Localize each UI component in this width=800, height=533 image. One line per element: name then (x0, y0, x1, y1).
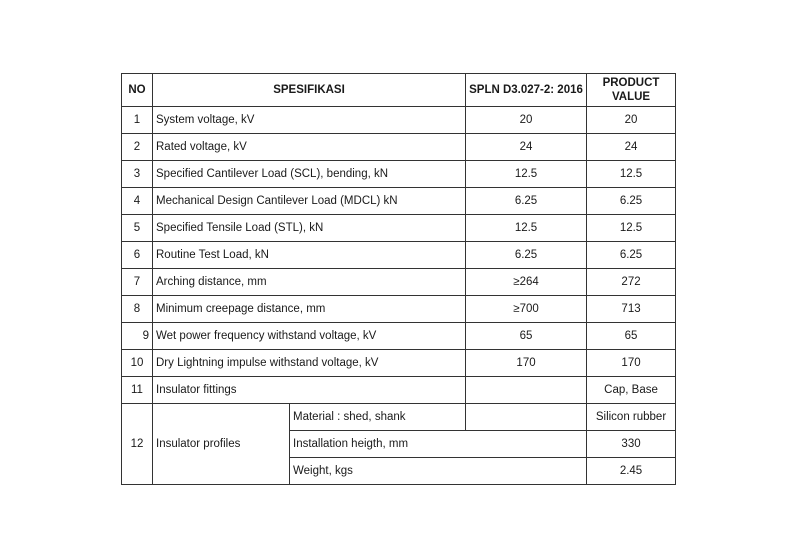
row-12-no: 12 (122, 404, 153, 485)
row-product-value: 12.5 (587, 215, 676, 242)
table-row (122, 296, 676, 323)
row-12-spec: Insulator profiles (153, 404, 290, 485)
header-spln: SPLN D3.027-2: 2016 (466, 74, 587, 107)
row-spln-value: 6.25 (466, 188, 587, 215)
row-spec: Specified Cantilever Load (SCL), bending, kN (153, 161, 466, 188)
table-row (122, 350, 676, 377)
row-product-value: 24 (587, 134, 676, 161)
row-spln-value: 12.5 (466, 215, 587, 242)
row-spec: Dry Lightning impulse withstand voltage, kV (153, 350, 466, 377)
table-row (122, 215, 676, 242)
row-product-value: 6.25 (587, 242, 676, 269)
table-row (122, 161, 676, 188)
row-product-value: 6.25 (587, 188, 676, 215)
specification-table (121, 73, 676, 485)
row-no: 6 (122, 242, 153, 269)
row-product-value: 713 (587, 296, 676, 323)
table-row-12a (122, 404, 676, 431)
row-no: 11 (122, 377, 153, 404)
header-no: NO (122, 74, 153, 107)
table-row (122, 323, 676, 350)
row-product-value: 272 (587, 269, 676, 296)
row-no: 3 (122, 161, 153, 188)
row-spln-value: 65 (466, 323, 587, 350)
row-spec: Specified Tensile Load (STL), kN (153, 215, 466, 242)
row-product-value: Cap, Base (587, 377, 676, 404)
row-spln-value (466, 377, 587, 404)
table-row (122, 377, 676, 404)
profile-material-label: Material : shed, shank (290, 404, 466, 431)
row-spln-value: 24 (466, 134, 587, 161)
row-product-value: 20 (587, 107, 676, 134)
row-product-value: 65 (587, 323, 676, 350)
row-no: 2 (122, 134, 153, 161)
table-body (122, 107, 676, 485)
row-no: 5 (122, 215, 153, 242)
row-spln-value: 6.25 (466, 242, 587, 269)
row-no: 8 (122, 296, 153, 323)
profile-weight-label: Weight, kgs (290, 458, 587, 485)
table-row (122, 107, 676, 134)
table-row (122, 242, 676, 269)
row-no: 10 (122, 350, 153, 377)
row-spln-value: ≥264 (466, 269, 587, 296)
profile-height-product: 330 (587, 431, 676, 458)
row-spec: Insulator fittings (153, 377, 466, 404)
row-spec: Arching distance, mm (153, 269, 466, 296)
row-spec: Mechanical Design Cantilever Load (MDCL) kN (153, 188, 466, 215)
row-spec: System voltage, kV (153, 107, 466, 134)
profile-height-label: Installation heigth, mm (290, 431, 587, 458)
row-spec: Rated voltage, kV (153, 134, 466, 161)
row-spec: Minimum creepage distance, mm (153, 296, 466, 323)
row-no: 7 (122, 269, 153, 296)
row-spln-value: 170 (466, 350, 587, 377)
row-no: 1 (122, 107, 153, 134)
header-product-value: PRODUCT VALUE (587, 74, 676, 107)
profile-material-spln (466, 404, 587, 431)
table-row (122, 269, 676, 296)
profile-material-product: Silicon rubber (587, 404, 676, 431)
row-spec: Routine Test Load, kN (153, 242, 466, 269)
table-row (122, 188, 676, 215)
row-product-value: 12.5 (587, 161, 676, 188)
row-spec: Wet power frequency withstand voltage, kV (153, 323, 466, 350)
profile-weight-product: 2.45 (587, 458, 676, 485)
row-spln-value: 12.5 (466, 161, 587, 188)
row-spln-value: 20 (466, 107, 587, 134)
row-product-value: 170 (587, 350, 676, 377)
row-no: 4 (122, 188, 153, 215)
header-spesifikasi: SPESIFIKASI (153, 74, 466, 107)
row-spln-value: ≥700 (466, 296, 587, 323)
row-no: 9 (122, 323, 153, 350)
table-row (122, 134, 676, 161)
header-row (122, 74, 676, 107)
